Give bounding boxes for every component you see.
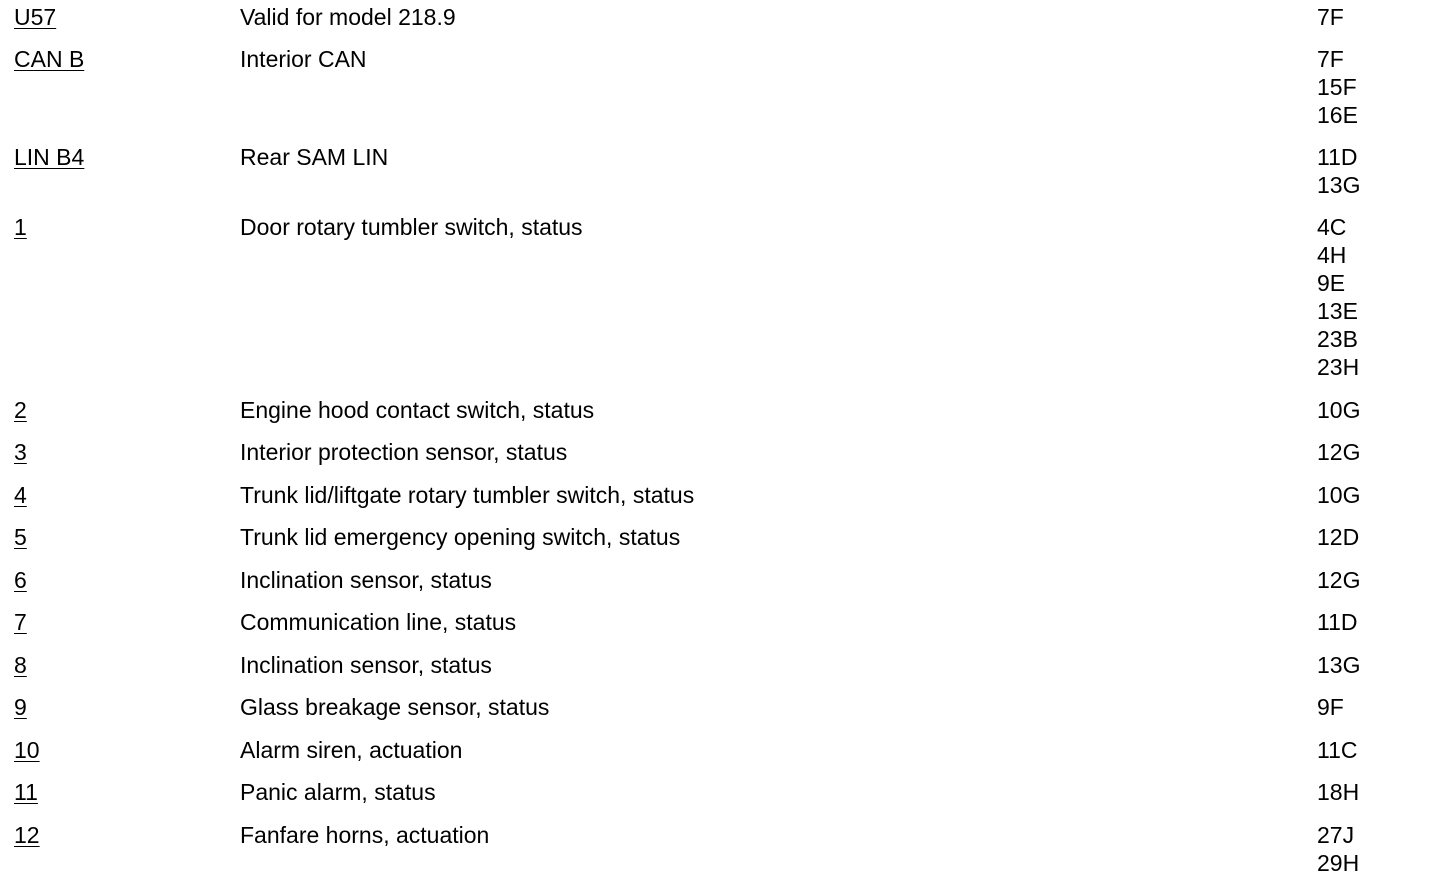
grid-ref: 29H [1317,850,1360,876]
legend-grid-refs [1317,3,1344,31]
grid-ref: 4C [1317,214,1347,240]
legend-description: Fanfare horns, actuation [240,822,490,848]
grid-ref: 18H [1317,779,1360,805]
grid-ref: 10G [1317,482,1361,508]
grid-ref: 13E [1317,298,1358,324]
legend-grid-refs [1317,736,1358,764]
legend-description: Glass breakage sensor, status [240,694,550,720]
legend-code-link[interactable]: 8 [14,652,27,678]
legend-description: Panic alarm, status [240,779,436,805]
legend-grid-refs [1317,523,1359,551]
grid-ref: 11D [1317,144,1358,170]
grid-ref: 12G [1317,567,1361,593]
grid-ref: 13G [1317,652,1361,678]
legend-grid-refs [1317,213,1359,381]
legend-description: Door rotary tumbler switch, status [240,214,583,240]
grid-ref: 9E [1317,270,1346,296]
legend-grid-refs [1317,438,1360,466]
legend-code-link[interactable]: 10 [14,737,40,763]
legend-description: Trunk lid/liftgate rotary tumbler switch, status [240,482,695,508]
legend-grid-refs [1317,821,1359,877]
legend-code-link[interactable]: 6 [14,567,27,593]
legend-description: Valid for model 218.9 [240,4,456,30]
legend-description: Alarm siren, actuation [240,737,463,763]
legend-code-link[interactable]: 3 [14,439,27,465]
grid-ref: 12G [1317,439,1361,465]
legend-grid-refs [1317,693,1344,721]
grid-ref: 7F [1317,4,1344,30]
legend-code-link[interactable]: LIN B4 [14,144,85,170]
grid-ref: 13G [1317,172,1361,198]
grid-ref: 10G [1317,397,1361,423]
legend-grid-refs [1317,481,1360,509]
legend-code-link[interactable]: 2 [14,397,27,423]
legend-grid-refs [1317,45,1358,129]
legend-grid-refs [1317,651,1360,679]
grid-ref: 12D [1317,524,1360,550]
legend-code-link[interactable]: U57 [14,4,57,30]
legend-code-link[interactable]: 11 [14,779,38,805]
legend-description: Interior protection sensor, status [240,439,568,465]
grid-ref: 23H [1317,354,1360,380]
legend-grid-refs [1317,778,1359,806]
legend-grid-refs [1317,143,1360,199]
legend-description: Engine hood contact switch, status [240,397,595,423]
legend-description: Inclination sensor, status [240,652,492,678]
legend-description: Rear SAM LIN [240,144,389,170]
legend-grid-refs [1317,608,1358,636]
legend-code-link[interactable]: 9 [14,694,27,720]
legend-code-link[interactable]: 1 [14,214,27,240]
legend-code-link[interactable]: CAN B [14,46,85,72]
grid-ref: 9F [1317,694,1344,720]
legend-code-link[interactable]: 4 [14,482,27,508]
grid-ref: 7F [1317,46,1344,72]
legend-description: Trunk lid emergency opening switch, status [240,524,681,550]
grid-ref: 16E [1317,102,1358,128]
grid-ref: 11D [1317,609,1358,635]
grid-ref: 15F [1317,74,1357,100]
legend-code-link[interactable]: 12 [14,822,40,848]
legend-code-link[interactable]: 7 [14,609,27,635]
legend-description: Communication line, status [240,609,517,635]
legend-description: Inclination sensor, status [240,567,492,593]
legend-description: Interior CAN [240,46,367,72]
legend-code-link[interactable]: 5 [14,524,27,550]
grid-ref: 4H [1317,242,1347,268]
legend-grid-refs [1317,566,1360,594]
grid-ref: 11C [1317,737,1358,763]
grid-ref: 27J [1317,822,1355,848]
legend-grid-refs [1317,396,1360,424]
grid-ref: 23B [1317,326,1358,352]
